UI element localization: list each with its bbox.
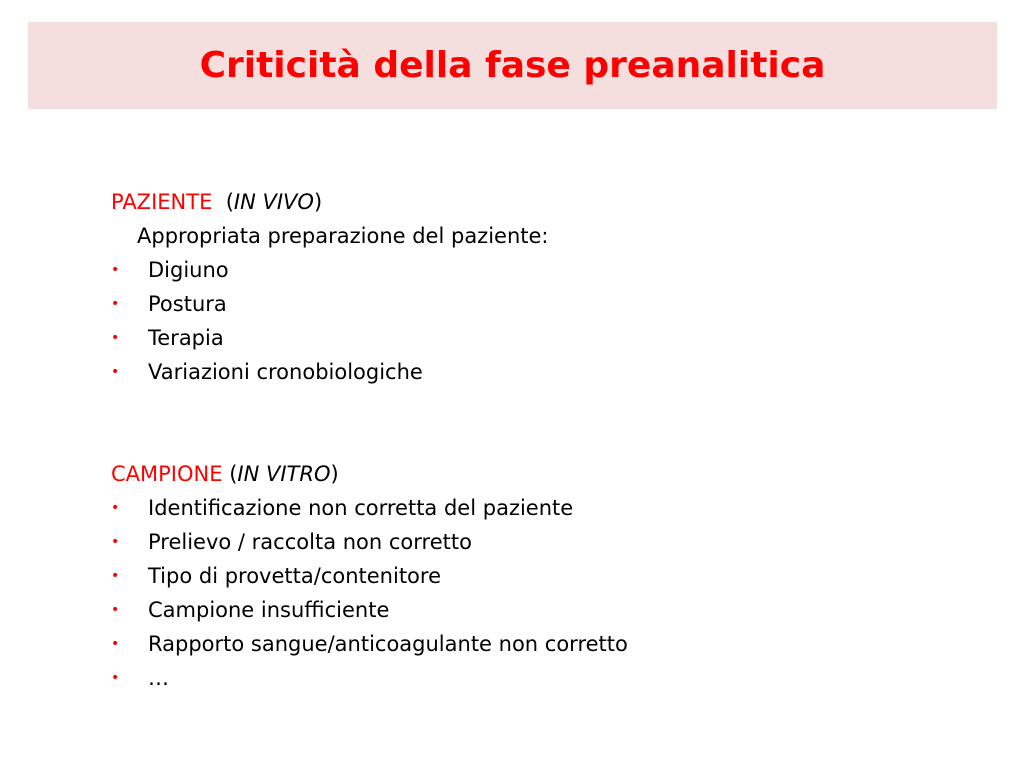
slide-body xyxy=(111,185,971,695)
section-qualifier: IN VITRO xyxy=(237,462,331,486)
list-item-text: … xyxy=(148,666,169,690)
section-heading-paziente xyxy=(111,185,971,219)
section-keyword: PAZIENTE xyxy=(111,190,213,214)
list-item xyxy=(111,287,971,321)
bullet-list-campione xyxy=(111,491,971,695)
list-item xyxy=(111,627,971,661)
list-item xyxy=(111,253,971,287)
bullet-dot-icon: • xyxy=(111,670,120,686)
list-item xyxy=(111,559,971,593)
list-item-text: Rapporto sangue/anticoagulante non corretto xyxy=(148,632,628,656)
list-item xyxy=(111,593,971,627)
paren-close: ) xyxy=(330,462,339,486)
title-banner xyxy=(28,22,997,109)
list-item-text: Prelievo / raccolta non corretto xyxy=(148,530,472,554)
section-heading-campione xyxy=(111,457,971,491)
bullet-dot-icon: • xyxy=(111,534,120,550)
bullet-dot-icon: • xyxy=(111,602,120,618)
bullet-list-paziente xyxy=(111,253,971,389)
bullet-dot-icon: • xyxy=(111,262,120,278)
list-item-text: Variazioni cronobiologiche xyxy=(148,360,423,384)
list-item-text: Identificazione non corretta del paziente xyxy=(148,496,574,520)
section-spacer xyxy=(111,389,971,457)
section-keyword: CAMPIONE xyxy=(111,462,223,486)
paren-close: ) xyxy=(313,190,323,214)
paren-open: ( xyxy=(229,462,238,486)
bullet-dot-icon: • xyxy=(111,296,120,312)
list-item-text: Digiuno xyxy=(148,258,229,282)
bullet-dot-icon: • xyxy=(111,568,120,584)
bullet-dot-icon: • xyxy=(111,500,120,516)
list-item-text: Campione insufficiente xyxy=(148,598,390,622)
list-item xyxy=(111,661,971,695)
bullet-dot-icon: • xyxy=(111,330,120,346)
bullet-dot-icon: • xyxy=(111,364,120,380)
section-qualifier: IN VIVO xyxy=(233,190,314,214)
paren-open: ( xyxy=(225,190,234,214)
list-item-text: Tipo di provetta/contenitore xyxy=(148,564,441,588)
list-item xyxy=(111,491,971,525)
list-item xyxy=(111,355,971,389)
list-item xyxy=(111,525,971,559)
section-intro: Appropriata preparazione del paziente: xyxy=(137,224,549,248)
list-item-text: Postura xyxy=(148,292,227,316)
list-item-text: Terapia xyxy=(148,326,224,350)
slide-title: Criticità della fase preanalitica xyxy=(199,45,826,86)
bullet-dot-icon: • xyxy=(111,636,120,652)
list-item xyxy=(111,321,971,355)
